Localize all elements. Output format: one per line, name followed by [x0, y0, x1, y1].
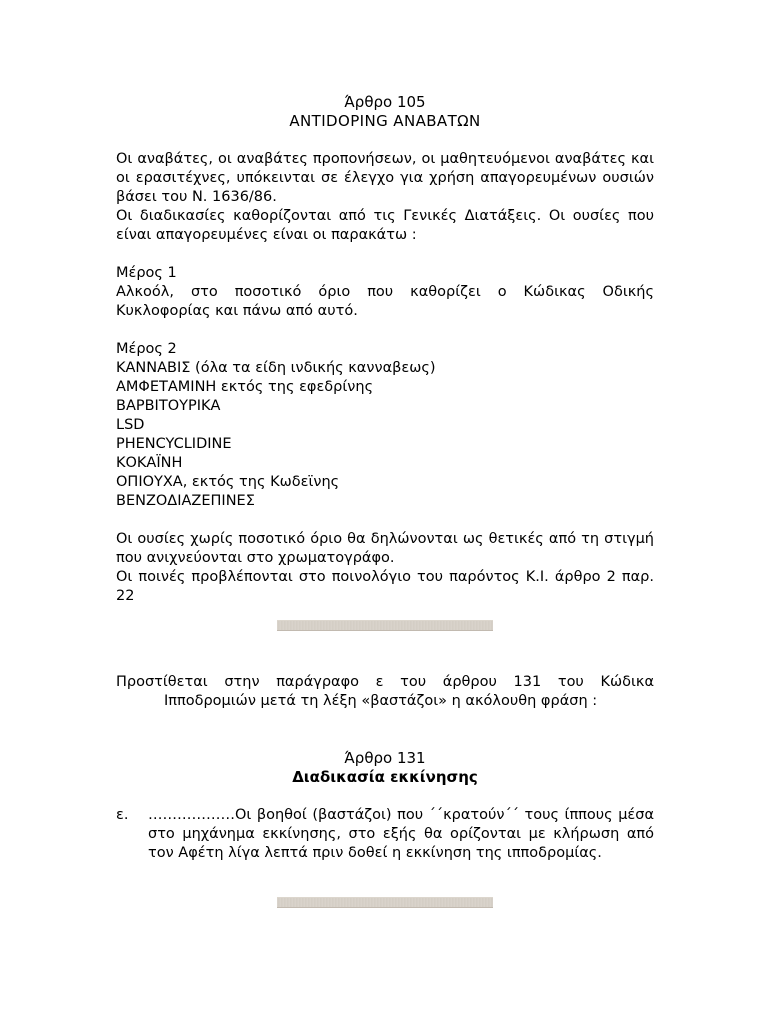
- substance-item: ΑΜΦΕΤΑΜΙΝΗ εκτός της εφεδρίνης: [116, 379, 374, 395]
- article-105-heading: Άρθρο 105: [344, 93, 426, 111]
- substance-item: ΒΑΡΒΙΤΟΥΡΙΚΑ: [116, 398, 221, 414]
- article-131-subheading: Διαδικασία εκκίνησης: [292, 768, 478, 786]
- section-divider: [277, 897, 493, 908]
- section-divider: [277, 620, 493, 631]
- amendment-line-1: Προστίθεται στην παράγραφο ε του άρθρου 131 του Κώδικα: [116, 674, 654, 690]
- substance-list: [116, 359, 654, 511]
- substance-item: ΒΕΝΖΟΔΙΑΖΕΠΙΝΕΣ: [116, 493, 255, 509]
- article-105-paragraph-3: Οι ουσίες χωρίς ποσοτικό όριο θα δηλώνονται ως θετικές από τη στιγμή που ανιχνεύονται στο χρωματογράφο.: [116, 531, 654, 566]
- part-1-text: Αλκοόλ, στο ποσοτικό όριο που καθορίζει ο Κώδικας Οδικής Κυκλοφορίας και πάνω από αυτό.: [116, 284, 654, 319]
- article-105-paragraph-4: Οι ποινές προβλέπονται στο ποινολόγιο του παρόντος Κ.Ι. άρθρο 2 παρ. 22: [116, 569, 654, 604]
- amendment-line-2: [116, 692, 654, 711]
- substance-item: LSD: [116, 417, 145, 433]
- substance-item: PHENCYCLIDINE: [116, 436, 232, 452]
- article-105-paragraph-2: Οι διαδικασίες καθορίζονται από τις Γενικές Διατάξεις. Οι ουσίες που είναι απαγορευμένες είναι οι παρακάτω :: [116, 208, 654, 243]
- article-105-subheading: ANTIDOPING ΑΝΑΒΑΤΩΝ: [289, 112, 481, 130]
- article-105-paragraph-1: Οι αναβάτες, οι αναβάτες προπονήσεων, οι μαθητευόμενοι αναβάτες και οι ερασιτέχνες, υπόκεινται σε έλεγχο για χρήση απαγορευμένων ουσιών βάσει του Ν. 1636/86.: [116, 151, 654, 205]
- item-text: ………………Οι βοηθοί (βαστάζοι) που ΄΄κρατούν΄΄ τους ίππους μέσα στο μηχάνημα εκκίνησης, στο εξής θα ορίζονται με κλήρωση από τον Αφέτη λίγα λεπτά πριν δοθεί η εκκίνηση της ιπποδρομίας.: [148, 807, 654, 861]
- substance-item: ΚΑΝΝΑΒΙΣ (όλα τα είδη ινδικής κανναβεως): [116, 360, 436, 376]
- article-131-item: [116, 806, 654, 863]
- article-131-heading: Άρθρο 131: [344, 749, 426, 767]
- part-2-label: Μέρος 2: [116, 341, 177, 357]
- item-marker: ε.: [116, 807, 129, 823]
- amendment-line-2-text: Ιπποδρομιών μετά τη λέξη «βαστάζοι» η ακόλουθη φράση :: [164, 693, 598, 709]
- part-1-label: Μέρος 1: [116, 265, 177, 281]
- substance-item: ΟΠΙΟΥΧΑ, εκτός της Κωδεϊνης: [116, 474, 340, 490]
- substance-item: ΚΟΚΑΪΝΗ: [116, 455, 183, 471]
- document-page: [116, 93, 654, 908]
